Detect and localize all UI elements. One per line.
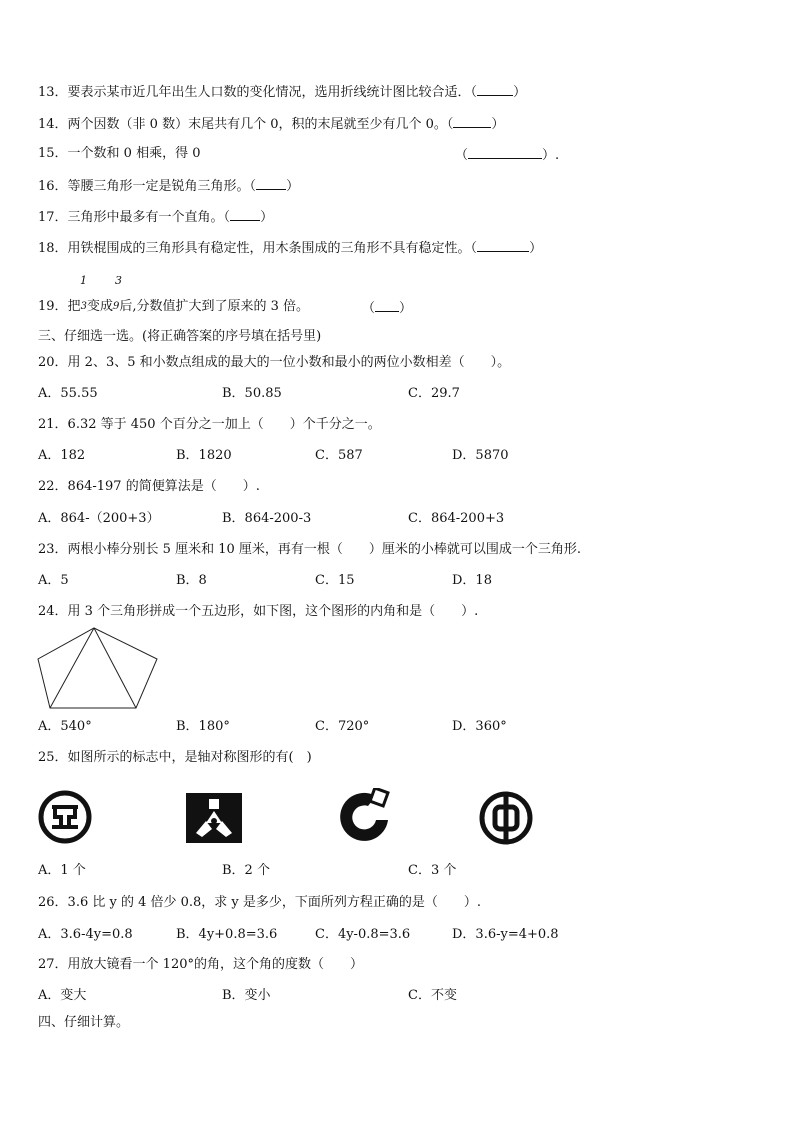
bank-logo-4-icon — [478, 790, 534, 846]
open-paren: （ — [455, 148, 469, 163]
question-26 — [38, 895, 481, 911]
answer-blank[interactable] — [230, 208, 260, 221]
option-a[interactable]: A．3.6-4y=0.8 — [38, 927, 133, 942]
pentagon-figure — [36, 626, 160, 710]
answer-blank[interactable] — [375, 299, 399, 312]
question-number: 24． — [38, 604, 68, 619]
question-number: 15． — [38, 146, 68, 161]
option-b[interactable]: B．180° — [176, 719, 230, 734]
question-number: 14． — [38, 117, 68, 132]
question-text: 用 2、3、5 和小数点组成的最大的一位小数和最小的两位小数相差（ ）。 — [67, 355, 511, 370]
close-paren: ） — [286, 179, 300, 194]
question-15 — [38, 146, 201, 162]
option-b[interactable]: B．864-200-3 — [222, 511, 312, 526]
option-b[interactable]: B．50.85 — [222, 386, 282, 401]
question-19 — [38, 299, 309, 315]
option-b[interactable]: B．变小 — [222, 988, 271, 1003]
bank-logo-3-icon — [336, 788, 396, 846]
answer-blank[interactable] — [477, 239, 529, 252]
option-d[interactable]: D．3.6-y=4+0.8 — [452, 927, 559, 942]
option-c[interactable]: C．不变 — [408, 988, 457, 1003]
question-text: 用 3 个三角形拼成一个五边形，如下图，这个图形的内角和是（ ）. — [67, 604, 479, 619]
option-a[interactable]: A．1 个 — [38, 863, 86, 878]
option-c[interactable]: C．587 — [315, 448, 363, 463]
bank-logo-2-icon — [186, 793, 242, 843]
option-a[interactable]: A．182 — [38, 448, 86, 463]
question-number: 16． — [38, 179, 68, 194]
question-27 — [38, 957, 363, 973]
question-text: 一个数和 0 相乘，得 0 — [67, 146, 201, 161]
question-17 — [38, 208, 273, 226]
question-text: 3.6 比 y 的 4 倍少 0.8，求 y 是多少，下面所列方程正确的是（ ）. — [67, 895, 482, 910]
question-24 — [38, 604, 478, 620]
bank-logo-1-icon — [38, 790, 92, 844]
option-d[interactable]: D．5870 — [452, 448, 509, 463]
close-paren: ） — [529, 241, 543, 256]
option-b[interactable]: B．2 个 — [222, 863, 270, 878]
question-text: 6.32 等于 450 个百分之一加上（ ）个千分之一。 — [67, 417, 381, 432]
option-c[interactable]: C．15 — [315, 573, 355, 588]
question-20 — [38, 355, 510, 371]
question-14 — [38, 115, 504, 133]
option-b[interactable]: B．8 — [176, 573, 207, 588]
option-c[interactable]: C．720° — [315, 719, 370, 734]
answer-blank[interactable] — [468, 146, 542, 159]
question-23 — [38, 542, 581, 558]
question-number: 17． — [38, 210, 68, 225]
option-a[interactable]: A．540° — [38, 719, 92, 734]
question-text: 用铁棍围成的三角形具有稳定性，用木条围成的三角形不具有稳定性。（ — [67, 241, 478, 256]
option-a[interactable]: A．864-（200+3） — [38, 511, 160, 526]
question-number: 21． — [38, 417, 68, 432]
option-b[interactable]: B．4y+0.8=3.6 — [176, 927, 278, 942]
close-paren: ）. — [542, 148, 560, 163]
question-text: 要表示某市近几年出生人口数的变化情况，选用折线统计图比较合适．（ — [67, 85, 478, 100]
question-number: 13． — [38, 85, 68, 100]
open-paren: （ — [362, 301, 376, 316]
answer-blank[interactable] — [477, 83, 513, 96]
option-c[interactable]: C．3 个 — [408, 863, 457, 878]
question-22 — [38, 479, 260, 495]
question-18 — [38, 239, 542, 257]
option-c[interactable]: C．864-200+3 — [408, 511, 505, 526]
question-text: 后,分数值扩大到了原来的 3 倍。 — [119, 299, 309, 314]
option-d[interactable]: D．360° — [452, 719, 507, 734]
answer-blank[interactable] — [453, 115, 491, 128]
question-text: 864-197 的简便算法是（ ）. — [67, 479, 260, 494]
question-25 — [38, 750, 312, 766]
question-number: 26． — [38, 895, 68, 910]
close-paren: ） — [260, 210, 274, 225]
question-number: 27． — [38, 957, 68, 972]
question-text: 用放大镜看一个 120°的角，这个角的度数（ ） — [67, 957, 363, 972]
option-d[interactable]: D．18 — [452, 573, 492, 588]
option-a[interactable]: A．变大 — [38, 988, 87, 1003]
question-number: 18． — [38, 241, 68, 256]
option-a[interactable]: A．5 — [38, 573, 69, 588]
close-paren: ） — [491, 117, 505, 132]
close-paren: ） — [513, 85, 527, 100]
fraction-2-denominator: 9 — [112, 301, 120, 312]
answer-blank[interactable] — [256, 177, 286, 190]
option-c[interactable]: C．29.7 — [408, 386, 460, 401]
question-19-answer — [362, 299, 412, 317]
question-text: 两根小棒分别长 5 厘米和 10 厘米，再有一根（ ）厘米的小棒就可以围成一个三角形. — [67, 542, 582, 557]
question-text: 如图所示的标志中，是轴对称图形的有( ) — [67, 750, 312, 765]
close-paren: ） — [399, 301, 413, 316]
question-text: 两个因数（非 0 数）末尾共有几个 0，积的末尾就至少有几个 0。（ — [67, 117, 454, 132]
fraction-1-denominator: 3 — [80, 301, 87, 312]
question-16 — [38, 177, 299, 195]
question-21 — [38, 417, 381, 433]
question-number: 23． — [38, 542, 68, 557]
option-c[interactable]: C．4y-0.8=3.6 — [315, 927, 411, 942]
section-3-heading: 三、仔细选一选。(将正确答案的序号填在括号里) — [38, 329, 322, 344]
option-b[interactable]: B．1820 — [176, 448, 232, 463]
question-13 — [38, 83, 526, 101]
option-a[interactable]: A．55.55 — [38, 386, 98, 401]
question-number: 22． — [38, 479, 68, 494]
question-text-mid: 变成 — [86, 299, 113, 314]
question-text: 三角形中最多有一个直角。（ — [67, 210, 231, 225]
question-number: 19． — [38, 299, 68, 314]
question-number: 20． — [38, 355, 68, 370]
fraction-1-numerator: 1 — [80, 274, 87, 287]
question-text-pre: 把 — [67, 299, 81, 314]
section-4-heading: 四、仔细计算。 — [38, 1015, 130, 1030]
question-text: 等腰三角形一定是锐角三角形。（ — [67, 179, 257, 194]
fraction-2-numerator: 3 — [115, 274, 122, 287]
question-number: 25． — [38, 750, 68, 765]
question-15-answer — [455, 146, 559, 164]
